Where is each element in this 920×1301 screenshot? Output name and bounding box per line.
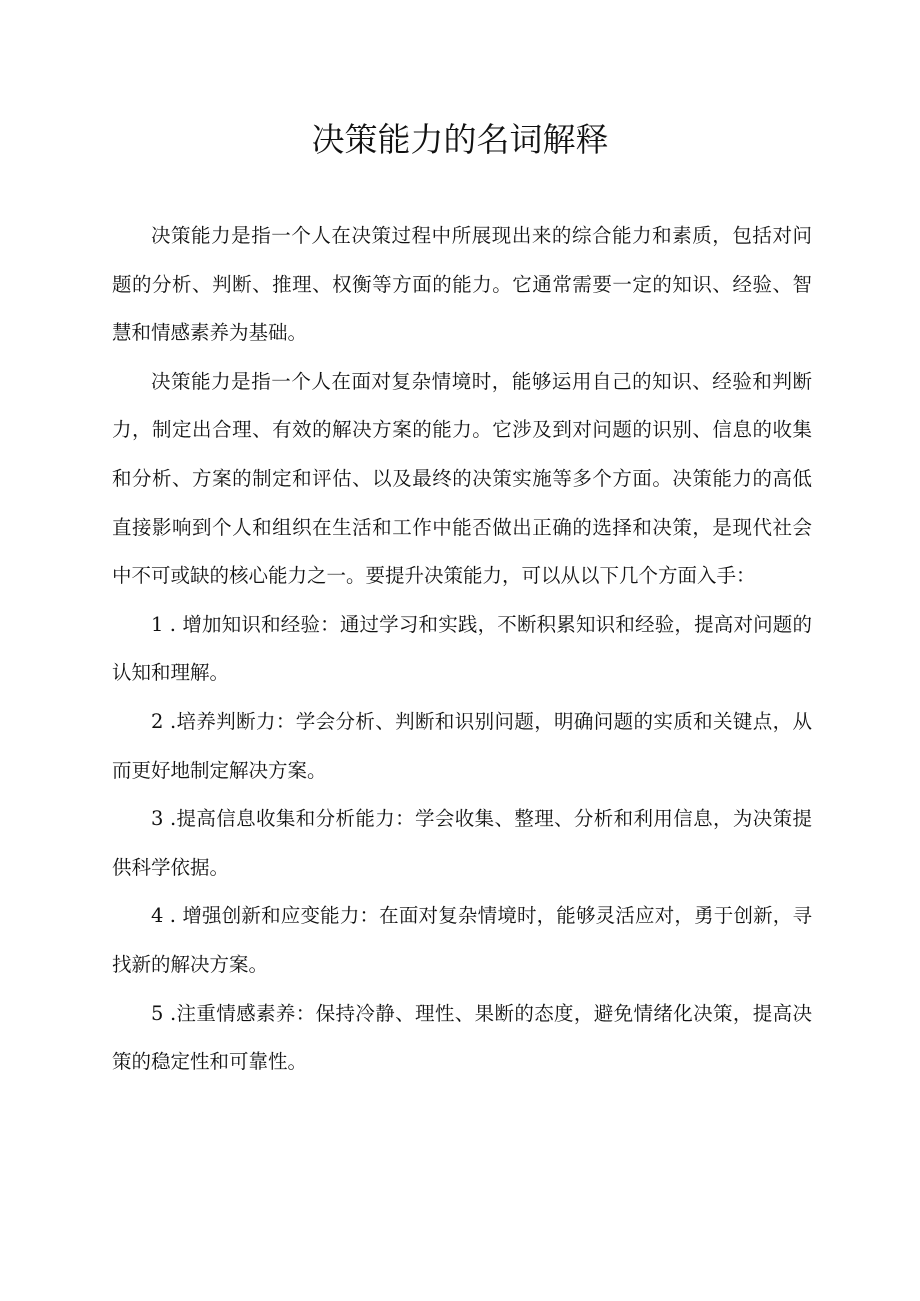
document-body xyxy=(112,212,812,1087)
list-item-4: 4 . 增强创新和应变能力：在面对复杂情境时，能够灵活应对，勇于创新，寻找新的解决方案。 xyxy=(112,904,812,976)
list-item-3: 3 .提高信息收集和分析能力：学会收集、整理、分析和利用信息，为决策提供科学依据。 xyxy=(112,807,812,879)
list-item-5: 5 .注重情感素养：保持冷静、理性、果断的态度，避免情绪化决策，提高决策的稳定性和可靠性。 xyxy=(112,1001,812,1074)
paragraph-detail: 决策能力是指一个人在面对复杂情境时，能够运用自己的知识、经验和判断力，制定出合理、有效的解决方案的能力。它涉及到对问题的识别、信息的收集和分析、方案的制定和评估、以及最终的决策实施等多个方面。决策能力的高低直接影响到个人和组织在生活和工作中能否做出正确的选择和决策，是现代社会中不可或缺的核心能力之一。要提升决策能力，可以从以下几个方面入手： xyxy=(112,369,812,588)
document-title: 决策能力的名词解释 xyxy=(311,120,609,159)
list-item-1: 1 . 增加知识和经验：通过学习和实践，不断积累知识和经验，提高对问题的认知和理解。 xyxy=(112,612,812,685)
paragraph-intro: 决策能力是指一个人在决策过程中所展现出来的综合能力和素质，包括对问题的分析、判断、推理、权衡等方面的能力。它通常需要一定的知识、经验、智慧和情感素养为基础。 xyxy=(112,224,812,345)
list-item-2: 2 .培养判断力：学会分析、判断和识别问题，明确问题的实质和关键点，从而更好地制定解决方案。 xyxy=(112,709,812,782)
